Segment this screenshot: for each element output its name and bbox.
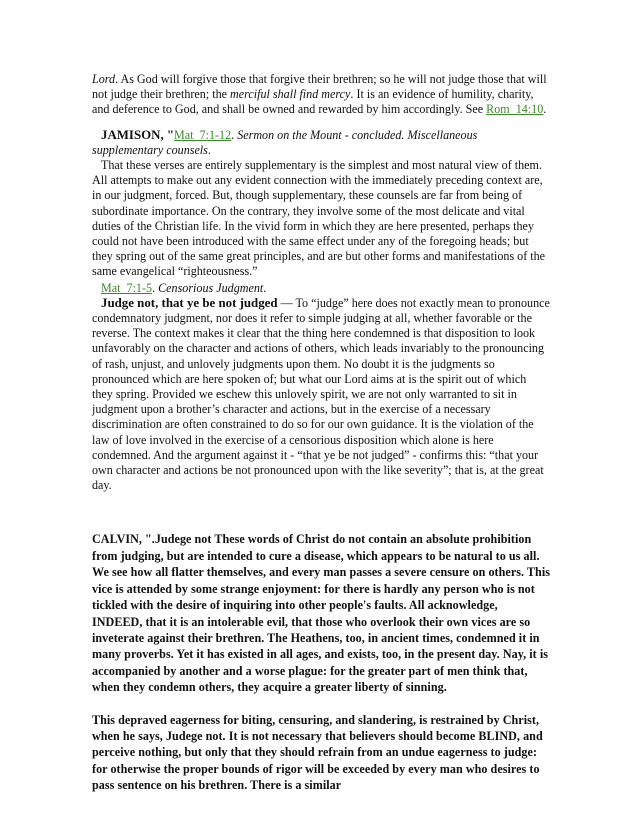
paragraph-calvin-1: CALVIN, ".Judege not These words of Christ do not contain an absolute prohibition from judging, but are intended to cure a disease, which appears to be natural to us all. We see how all flatter themselves, and every man passes a severe censure on others. This vice is attended by some strange enjoyment: for there is hardly any person who is not tickled with the desire of inquiring into other people's faults. All acknowledge, INDEED, that it is an intolerable evil, that those who overlook their own vices are so inveterate against their brethren. The Heathens, too, in ancient times, condemned it in many proverbs. Yet it has existed in all ages, and exists, too, in the present day. Nay, it is accompanied by another and a worse plague: for the greater part of men think that, when they condemn others, they acquire a greater liberty of sinning. (92, 532, 550, 695)
spacer (92, 493, 550, 531)
italic-merciful: merciful shall find mercy (230, 87, 351, 102)
text-span: . As God will forgive those that forgive their brethren; so he will not judge those that will not judge their brethren; the (92, 72, 547, 102)
paragraph-judge-not (92, 296, 550, 494)
censorious-judgment-title: Censorious Judgment (158, 280, 264, 295)
text-span: . (207, 142, 211, 157)
spacer (92, 118, 550, 128)
paragraph-matthew-henry-end (92, 72, 550, 118)
link-rom-14-10[interactable]: Rom_14:10 (486, 102, 544, 117)
paragraph-supplementary: That these verses are entirely supplementary is the simplest and most natural view of them. All attempts to make out any evident connection with the immediately preceding context are, in our judgment, forced. But, though supplementary, these counsels are far from being of subordinate importance. On the contrary, they involve some of the most delicate and vital duties of the Christian life. In the vivid form in which they are here presented, perhaps they could not have been introduced with the same effect under any of the foregoing heads; but they spring out of the same great principles, and are but other forms and manifestations of the same evangelical “righteousness.” (92, 158, 546, 279)
jamison-section-title: Sermon on the Mount - concluded. Miscellaneous supplementary counsels (92, 127, 478, 157)
text-span: . (231, 127, 238, 142)
document-page (92, 72, 550, 794)
jamison-label: JAMISON, " (101, 127, 175, 142)
text-span: . It is an evidence of humility, charity, and deference to God, and shall be owned and rewarded by him accordingly. See (92, 87, 534, 117)
judge-not-heading: Judge not, that ye be not judged (101, 295, 278, 310)
italic-lord: Lord (92, 72, 116, 86)
jamison-heading (92, 128, 550, 158)
sub-heading (92, 281, 550, 296)
spacer (92, 696, 550, 712)
link-mat-7-1-5[interactable]: Mat_7:1-5 (101, 280, 153, 295)
text-span: . (543, 102, 547, 117)
text-span: . (152, 280, 159, 295)
text-span: . (263, 280, 267, 295)
text-span: — To “judge” here does not exactly mean to pronounce condemnatory judgment, nor does it refer to simple judging at all, whether favorable or the reverse. The context makes it clear that the thing here condemned is that disposition to look unfavorably on the character and actions of others, which leads invariably to the pronouncing of rash, unjust, and unlovely judgments upon them. No doubt it is the judgments so pronounced which are here spoken of; but what our Lord aims at is the spirit out of which they spring. Provided we eschew this unlovely spirit, we are not only warranted to sit in judgment upon a brother’s character and actions, but in the exercise of a necessary discrimination are often constrained to do so for our own guidance. It is the violation of the law of love involved in the exercise of a censorious disposition which alone is here condemned. And the argument against it - “that ye be not judged” - confirms this: “that your own character and actions be not pronounced upon with the like severity”; that is, at the great day. (92, 295, 550, 493)
paragraph-calvin-2: This depraved eagerness for biting, censuring, and slandering, is restrained by Christ, when he says, Judege not. It is not necessary that believers should become BLIND, and perceive nothing, but only that they should refrain from an undue eagerness to judge: for otherwise the proper bounds of rigor will be exceeded by every man who desires to pass sentence on his brethren. There is a similar (92, 712, 543, 793)
link-mat-7-1-12[interactable]: Mat_7:1-12 (174, 127, 232, 142)
